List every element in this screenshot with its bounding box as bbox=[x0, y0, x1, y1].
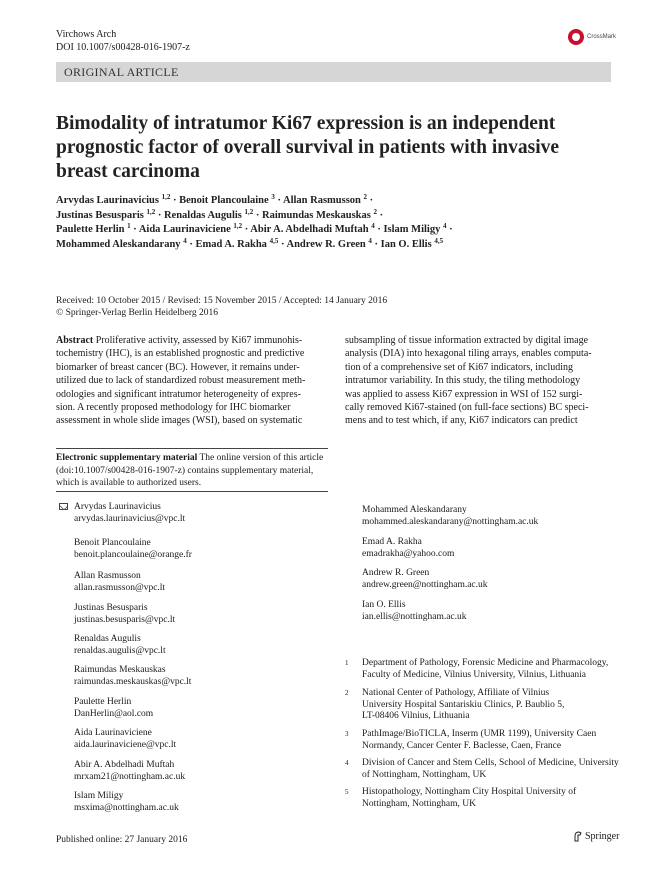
crossmark-icon bbox=[568, 29, 584, 45]
author-line: Justinas Besusparis $^{1,2}$ · Renaldas Augulis $^{1,2}$ · Raimundas Meskauskas $^2$ · bbox=[56, 207, 384, 221]
author-affil: 4,5 bbox=[434, 236, 444, 245]
affiliation-line: University Hospital Santariskiu Clinics, P. Baublio 5, bbox=[362, 699, 565, 710]
author-affil: 4 bbox=[368, 236, 372, 245]
crossmark-badge[interactable] bbox=[568, 29, 616, 45]
author-line: Paulette Herlin $^1$ · Aida Laurinaviciene $^{1,2}$ · Abir A. Abdelhadi Muftah $^4$ · Islam Miligy $^4$ · bbox=[56, 222, 453, 235]
envelope-icon bbox=[59, 503, 68, 510]
author-name[interactable]: Arvydas Laurinavicius bbox=[56, 195, 159, 206]
author-affil: 1,2 bbox=[146, 207, 156, 216]
abstract-column-right bbox=[345, 334, 615, 428]
title-line: prognostic factor of overall survival in patients with invasive bbox=[56, 137, 560, 158]
abstract-line: intratumor variability. In this study, the tiling methodology bbox=[345, 375, 581, 387]
esm-line bbox=[56, 452, 328, 465]
contact-email[interactable]: aida.laurinaviciene@vpc.lt bbox=[74, 739, 177, 750]
title-line: Bimodality of intratumor Ki67 expression is an independent bbox=[56, 113, 556, 134]
contact-entry bbox=[362, 600, 467, 623]
journal-name: Virchows Arch bbox=[56, 29, 117, 40]
abstract-line: was applied to assess Ki67 expression in WSI of 152 surgi- bbox=[345, 388, 583, 400]
contact-name: Emad A. Rakha bbox=[362, 537, 422, 547]
affiliation-line: Normandy, Cancer Center F. Baclesse, Caen, France bbox=[362, 740, 562, 751]
abstract-line: tochemistry (IHC), is an established prognostic and predictive bbox=[56, 348, 305, 360]
abstract-text: Proliferative activity, assessed by Ki67 immunohis- bbox=[95, 335, 303, 346]
contact-email[interactable]: DanHerlin@aol.com bbox=[74, 708, 154, 719]
contact-entry bbox=[74, 538, 192, 561]
contact-name: Allan Rasmusson bbox=[74, 571, 141, 581]
contact-name: Abir A. Abdelhadi Muftah bbox=[74, 760, 175, 770]
contact-entry bbox=[74, 571, 165, 594]
affiliation-text bbox=[362, 729, 620, 752]
affiliation-line: of Nottingham, Nottingham, UK bbox=[362, 769, 487, 780]
author-list bbox=[56, 194, 616, 252]
author-affil: 3 bbox=[271, 193, 275, 201]
author-name[interactable]: Paulette Herlin bbox=[56, 224, 125, 235]
contact-email[interactable]: mrxam21@nottingham.ac.uk bbox=[74, 771, 186, 782]
author-name[interactable]: Justinas Besusparis bbox=[56, 209, 144, 221]
author-name[interactable]: Andrew R. Green bbox=[286, 238, 366, 250]
contact-entry bbox=[74, 665, 191, 688]
contact-name: Raimundas Meskauskas bbox=[74, 665, 166, 675]
journal-header bbox=[56, 28, 190, 54]
author-affil: 4 bbox=[371, 222, 375, 230]
divider bbox=[56, 448, 328, 449]
abstract-line: subsampling of tissue information extracted by digital image bbox=[345, 335, 589, 346]
contact-email[interactable]: benoit.plancoulaine@orange.fr bbox=[74, 549, 192, 560]
contact-entry bbox=[362, 568, 488, 591]
contact-entry bbox=[74, 502, 185, 525]
affiliation-line: National Center of Pathology, Affiliate of Vilnius bbox=[362, 688, 550, 698]
contact-email[interactable]: andrew.green@nottingham.ac.uk bbox=[362, 579, 488, 590]
affiliation-line: PathImage/BioTICLA, Inserm (UMR 1199), University Caen bbox=[362, 729, 597, 739]
affiliation-line: Division of Cancer and Stem Cells, School of Medicine, University bbox=[362, 758, 619, 768]
contact-name: Renaldas Augulis bbox=[74, 634, 141, 644]
author-affil: 1,2 bbox=[244, 207, 254, 216]
affiliation-text bbox=[362, 787, 620, 810]
author-affil: 4 bbox=[442, 222, 447, 230]
contact-entry bbox=[362, 505, 538, 528]
affiliation-line: Histopathology, Nottingham City Hospital University of bbox=[362, 787, 577, 797]
article-dates bbox=[56, 295, 387, 319]
received-dates: Received: 10 October 2015 / Revised: 15 November 2015 / Accepted: 14 January 2016 bbox=[56, 296, 388, 306]
contact-name: Arvydas Laurinavicius bbox=[74, 502, 161, 512]
abstract-line: analysis (DIA) into hexagonal tiling arrays, enables computa- bbox=[345, 348, 592, 360]
author-affil: 2 bbox=[363, 193, 368, 201]
contact-entry bbox=[74, 728, 176, 751]
abstract-line: mens and to test which, if any, Ki67 indicators can predict bbox=[345, 415, 578, 427]
abstract-line: cally removed Ki67-stained (on full-face sections) BC speci- bbox=[345, 402, 589, 414]
abstract-heading: Abstract bbox=[56, 335, 94, 346]
author-name[interactable]: Emad A. Rakha bbox=[195, 238, 267, 250]
journal-doi[interactable]: DOI 10.1007/s00428-016-1907-z bbox=[56, 42, 190, 53]
abstract-line: biomarker of breast cancer (BC). However, it remains under- bbox=[56, 361, 300, 373]
publisher-name: Springer bbox=[585, 831, 620, 842]
author-name[interactable]: Raimundas Meskauskas bbox=[262, 209, 371, 221]
affiliation-line: LT-08406 Vilnius, Lithuania bbox=[362, 711, 470, 721]
author-affil: 1 bbox=[127, 222, 131, 230]
affiliation-number: 3 bbox=[345, 730, 349, 738]
contact-name: Paulette Herlin bbox=[74, 697, 132, 707]
author-name[interactable]: Mohammed Aleskandarany bbox=[56, 238, 181, 250]
article-type-banner: ORIGINAL ARTICLE bbox=[56, 62, 611, 82]
contact-name: Andrew R. Green bbox=[362, 568, 430, 578]
abstract-column-left bbox=[56, 334, 328, 428]
affiliation-number: 5 bbox=[345, 788, 349, 796]
abstract-line: sion. A recently proposed methodology for IHC biomarker bbox=[56, 402, 291, 414]
author-line: Mohammed Aleskandarany $^4$ · Emad A. Rakha $^{4,5}$ · Andrew R. Green $^4$ · Ian O. Ellis $^{4,5}$ bbox=[56, 236, 444, 250]
esm-line[interactable]: (doi:10.1007/s00428-016-1907-z) contains supplementary material, bbox=[56, 465, 314, 476]
contact-entry bbox=[74, 697, 153, 720]
affiliation-text bbox=[362, 758, 620, 781]
author-affil: 1,2 bbox=[233, 222, 243, 230]
copyright-line: © Springer-Verlag Berlin Heidelberg 2016 bbox=[56, 308, 218, 318]
esm-heading: Electronic supplementary material bbox=[56, 453, 198, 463]
contact-email[interactable]: renaldas.augulis@vpc.lt bbox=[74, 645, 166, 656]
contact-name: Benoit Plancoulaine bbox=[74, 538, 151, 548]
contact-email[interactable]: ian.ellis@nottingham.ac.uk bbox=[362, 611, 467, 622]
contact-name: Ian O. Ellis bbox=[362, 600, 406, 610]
affiliation-number: 4 bbox=[345, 759, 349, 767]
affiliation-line: Faculty of Medicine, Vilnius University, Vilnius, Lithuania bbox=[362, 669, 587, 680]
contact-name: Aida Laurinaviciene bbox=[74, 728, 152, 738]
contact-name: Justinas Besusparis bbox=[74, 603, 148, 613]
supplementary-note bbox=[56, 452, 328, 490]
author-name[interactable]: Allan Rasmusson bbox=[283, 195, 361, 206]
contact-entry bbox=[74, 791, 179, 814]
contact-entry bbox=[74, 634, 166, 657]
affiliation-number: 1 bbox=[345, 659, 349, 667]
affiliation-text bbox=[362, 688, 620, 723]
affiliation-text bbox=[362, 658, 620, 681]
affiliation-number: 2 bbox=[345, 689, 349, 697]
author-affil: 1,2 bbox=[161, 193, 171, 201]
esm-line: which is available to authorized users. bbox=[56, 478, 202, 488]
abstract-line: odologies and significant intratumor heterogeneity of expres- bbox=[56, 388, 301, 400]
contact-entry bbox=[74, 603, 175, 626]
crossmark-label: CrossMark bbox=[587, 34, 617, 40]
abstract-line: tion of a comprehensive set of Ki67 indicators, including bbox=[345, 361, 574, 373]
contact-name: Islam Miligy bbox=[74, 791, 124, 801]
contact-email[interactable]: arvydas.laurinavicius@vpc.lt bbox=[74, 513, 186, 524]
esm-text: The online version of this article bbox=[199, 453, 324, 463]
author-name[interactable]: Islam Miligy bbox=[383, 224, 441, 235]
abstract-line: assessment in whole slide images (WSI), based on systematic bbox=[56, 415, 303, 427]
contact-email[interactable]: allan.rasmusson@vpc.lt bbox=[74, 582, 166, 593]
publisher-logo bbox=[573, 831, 619, 842]
abstract-line: utilized due to lack of standardized robust measurement meth- bbox=[56, 375, 306, 387]
contact-name: Mohammed Aleskandarany bbox=[362, 505, 467, 515]
title-line: breast carcinoma bbox=[56, 161, 200, 182]
contact-entry bbox=[74, 760, 185, 783]
author-name[interactable]: Renaldas Augulis bbox=[163, 209, 242, 221]
contact-email[interactable]: justinas.besusparis@vpc.lt bbox=[74, 614, 176, 625]
author-line: Arvydas Laurinavicius $^{1,2}$ · Benoit Plancoulaine $^3$ · Allan Rasmusson $^2$ · bbox=[56, 193, 374, 206]
article-title bbox=[56, 112, 596, 184]
contact-email[interactable]: raimundas.meskauskas@vpc.lt bbox=[74, 676, 192, 687]
author-name[interactable]: Abir A. Abdelhadi Muftah bbox=[250, 224, 369, 235]
contact-email[interactable]: emadrakha@yahoo.com bbox=[362, 548, 455, 559]
author-affil: 4 bbox=[183, 236, 187, 245]
author-name[interactable]: Ian O. Ellis bbox=[380, 238, 432, 250]
affiliation-line: Department of Pathology, Forensic Medicine and Pharmacology, bbox=[362, 658, 609, 668]
author-name[interactable]: Aida Laurinaviciene bbox=[138, 224, 231, 235]
abstract-line bbox=[56, 334, 328, 347]
author-name[interactable]: Benoit Plancoulaine bbox=[179, 195, 269, 206]
springer-horse-icon bbox=[573, 831, 582, 842]
contact-email[interactable]: mohammed.aleskandarany@nottingham.ac.uk bbox=[362, 516, 539, 527]
published-date: Published online: 27 January 2016 bbox=[56, 835, 188, 845]
author-affil: 4,5 bbox=[269, 236, 279, 245]
affiliation-line: Nottingham, Nottingham, UK bbox=[362, 798, 476, 809]
divider bbox=[56, 491, 328, 492]
contact-email[interactable]: msxima@nottingham.ac.uk bbox=[74, 802, 179, 813]
contact-entry bbox=[362, 537, 454, 560]
author-affil: 2 bbox=[373, 207, 377, 216]
